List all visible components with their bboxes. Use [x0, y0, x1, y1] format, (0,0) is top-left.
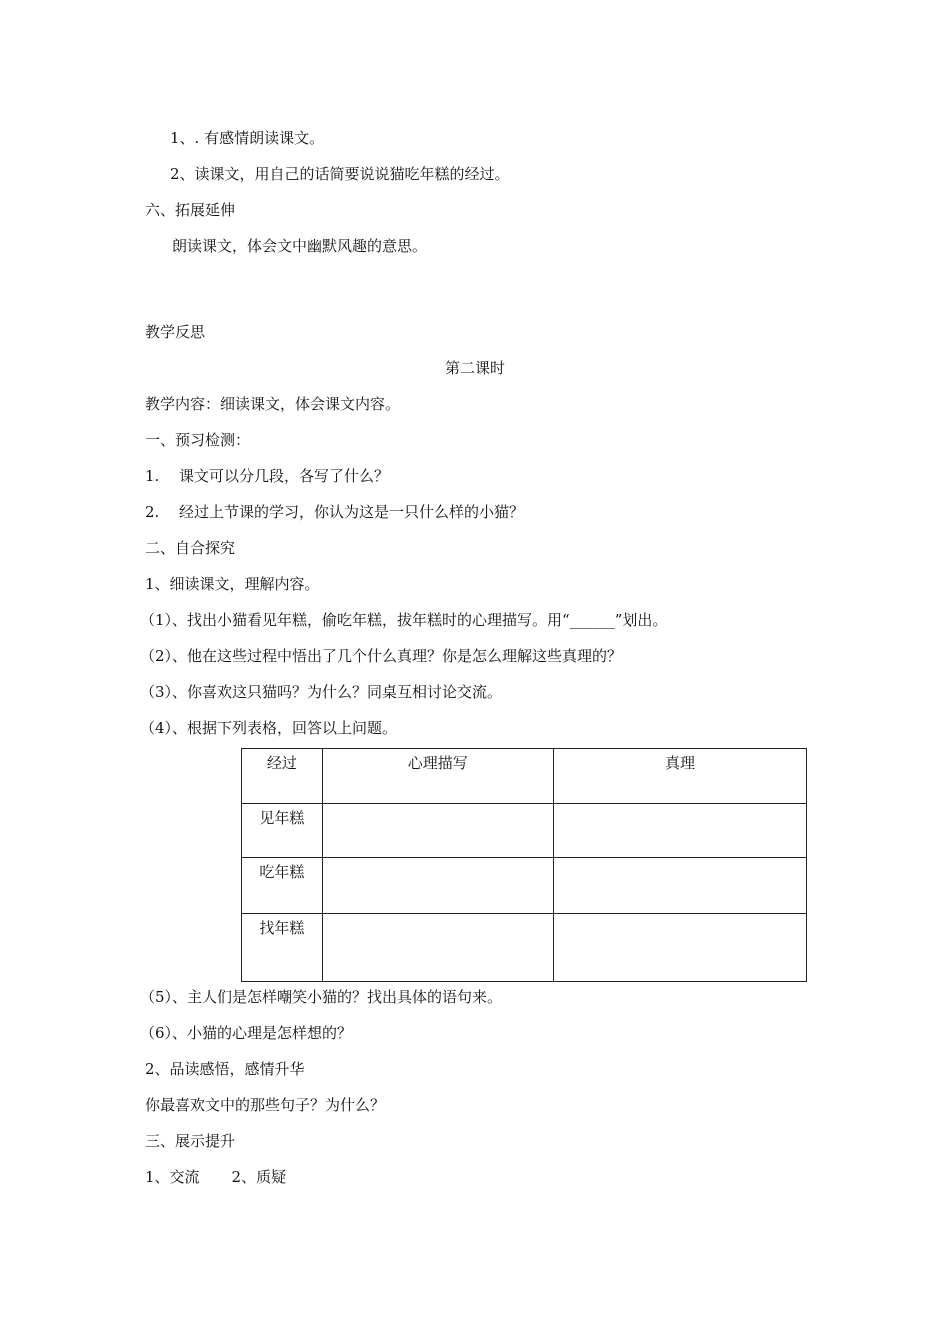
text-line	[145, 1167, 286, 1187]
list-text: 1、交流	[145, 1168, 200, 1186]
text-line: 1、. 有感情朗读课文。	[170, 129, 325, 147]
table-header-cell: 经过	[242, 749, 323, 804]
text-line: （4）、根据下列表格，回答以上问题。	[140, 719, 398, 737]
table-header-row	[242, 749, 807, 804]
table-row	[242, 914, 807, 982]
analysis-table	[241, 748, 807, 982]
table-cell	[553, 858, 806, 914]
text-line: （1）、找出小猫看见年糕，偷吃年糕，拔年糕时的心理描写。用“______”划出。	[140, 611, 668, 629]
table-header-cell: 真理	[553, 749, 806, 804]
list-text: 2、质疑	[231, 1168, 287, 1186]
section-heading: 三、展示提升	[145, 1132, 236, 1150]
section-heading: 一、预习检测：	[145, 431, 251, 449]
text-line: （6）、小猫的心理是怎样想的？	[140, 1024, 353, 1042]
table-cell	[553, 804, 806, 858]
table-cell	[553, 914, 806, 982]
table-row-label: 见年糕	[242, 804, 323, 858]
list-number: 1.	[145, 467, 160, 485]
text-line: 朗读课文，体会文中幽默风趣的意思。	[172, 237, 428, 255]
list-text: 经过上节课的学习，你认为这是一只什么样的小猫？	[179, 503, 525, 521]
table-row-label: 找年糕	[242, 914, 323, 982]
table-cell	[322, 914, 553, 982]
section-heading: 六、拓展延伸	[145, 201, 236, 219]
list-number: 2.	[145, 503, 160, 521]
text-line: 1、细读课文，理解内容。	[145, 575, 320, 593]
text-line: 教学内容：细读课文，体会课文内容。	[145, 395, 401, 413]
table-cell	[322, 804, 553, 858]
table-row	[242, 804, 807, 858]
table-row	[242, 858, 807, 914]
list-text: 课文可以分几段，各写了什么？	[179, 467, 390, 485]
table-header-cell: 心理描写	[322, 749, 553, 804]
table-row-label: 吃年糕	[242, 858, 323, 914]
text-line: 2、读课文，用自己的话简要说说猫吃年糕的经过。	[170, 165, 510, 183]
text-line: （3）、你喜欢这只猫吗？为什么？同桌互相讨论交流。	[140, 683, 503, 701]
table-cell	[322, 858, 553, 914]
section-heading: 二、自合探究	[145, 539, 236, 557]
text-line: （5）、主人们是怎样嘲笑小猫的？找出具体的语句来。	[140, 988, 503, 1006]
text-line: 2、品读感悟，感情升华	[145, 1060, 305, 1078]
section-heading: 教学反思	[145, 323, 206, 341]
lesson-title: 第二课时	[444, 359, 505, 377]
list-item	[145, 466, 389, 486]
text-line: 你最喜欢文中的那些句子？为什么？	[145, 1096, 386, 1114]
text-line: （2）、他在这些过程中悟出了几个什么真理？你是怎么理解这些真理的？	[140, 647, 623, 665]
list-item	[145, 502, 524, 522]
